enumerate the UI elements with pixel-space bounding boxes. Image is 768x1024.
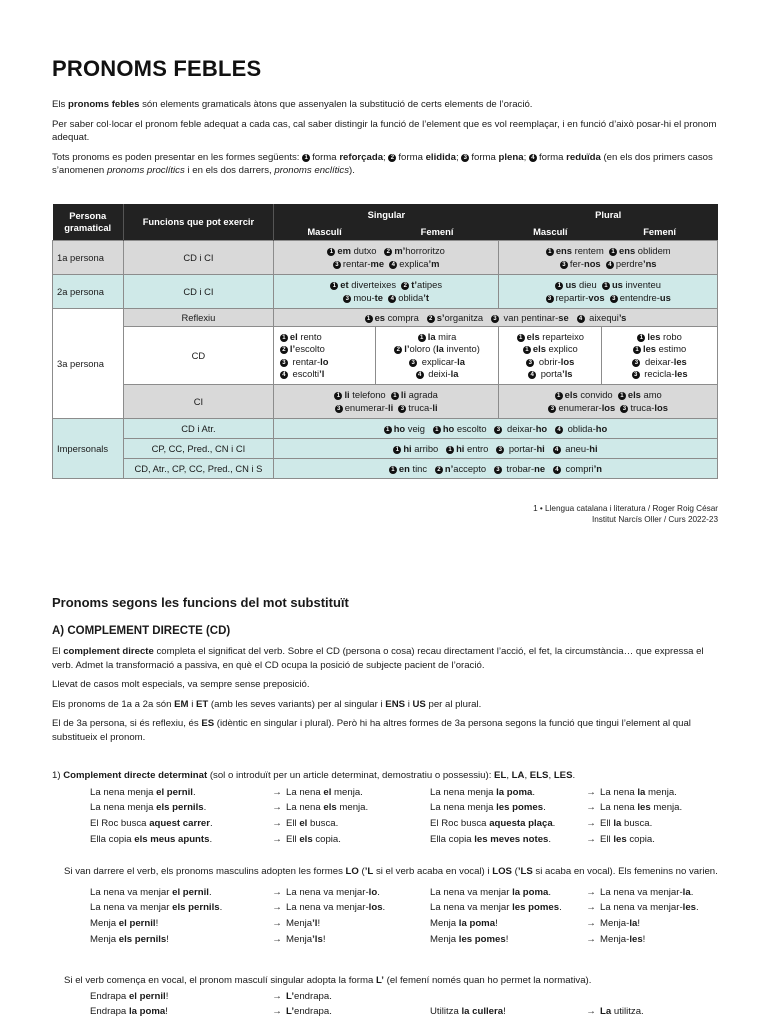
plural-forms: 1 ens rentem 1 ens oblidem 3 fer-nos 4 perdre’ns [499, 241, 718, 275]
singular-forms: 1 em dutxo 2 m’horroritzo 3 rentar-me 4 explica’m [273, 241, 499, 275]
example-sentence: L’endrapa. [286, 1006, 332, 1018]
example-sentence: La nena els menja. [286, 802, 369, 814]
example-sentence: La nena el menja. [286, 786, 363, 798]
example-block-2 [52, 866, 718, 947]
row-label: 2a persona [53, 275, 124, 309]
table-row [53, 327, 718, 385]
header-plural-femeni: Femení [602, 224, 718, 241]
example-sentence: Ella copia els meus apunts. [90, 833, 213, 845]
example-grid-1 [52, 785, 718, 847]
example-sentence: La nena va menjar les pomes. [430, 902, 562, 914]
example-sentence: Endrapa la poma! [90, 1006, 168, 1018]
arrow-icon: → [272, 886, 282, 898]
example-sentence: Menja els pernils! [90, 933, 169, 945]
arrow-icon: → [272, 990, 282, 1002]
example-sentence: Ella copia les meves notes. [430, 833, 552, 845]
table-row [53, 419, 718, 439]
example-sentence: Menja-la! [600, 918, 641, 929]
header-funcions: Funcions que pot exercir [123, 204, 273, 241]
example-sentence: El Roc busca aquest carrer. [90, 818, 213, 829]
singular-forms: 1 et diverteixes 2 t’atipes 3 mou-te 4 oblida’t [273, 275, 499, 309]
example-sentence: La nena va menjar-los. [286, 902, 386, 914]
page-footer-note [533, 503, 718, 525]
row-function: CD i CI [123, 241, 273, 275]
arrow-icon: → [272, 802, 282, 814]
arrow-icon: → [586, 818, 596, 829]
ci-plural-forms: 1 els convido 1 els amo 3 enumerar-los 3 truca-los [499, 385, 718, 419]
page-title: PRONOMS FEBLES [52, 56, 262, 81]
arrow-icon: → [586, 886, 596, 898]
row-function: CP, CC, Pred., CN i CI [123, 439, 273, 459]
example-sentence: La nena menja les pomes. [430, 802, 546, 814]
empty-cell [582, 989, 600, 1005]
row-function: CD i Atr. [123, 419, 273, 439]
example-sentence: Menja-les! [600, 933, 646, 945]
example-sentence: Ell la busca. [600, 818, 653, 829]
subsection-title: A) COMPLEMENT DIRECTE (CD) [52, 625, 231, 637]
plural-forms: 1 us dieu 1 us inventeu 3 repartir-vos 3 entendre-us [499, 275, 718, 309]
cd-paragraph-2: Llevat de casos molt especials, va sempre sense preposició. [52, 679, 310, 691]
section-title: Pronoms segons les funcions del mot substituït [52, 595, 349, 610]
example-sentence: Utilitza la cullera! [430, 1006, 506, 1018]
example-block-1 [52, 770, 718, 847]
example-sentence: La nena va menjar els pernils. [90, 902, 223, 914]
cd-paragraph-1: El complement directe completa el significat del verb. Sobre el CD (persona o cosa) recau directament l’acció, el fet, la circumstància… que expressa el verb. Admet la transformació a passiva, en què el CD ocupa la posició de subjecte pacient de l’oració. [52, 646, 704, 671]
cd-fem-sing: 1 la mira 2 l’oloro (la invento) 3 explicar-la 4 deixi-la [375, 327, 499, 385]
cd-explanation [52, 645, 718, 751]
header-plural-masculi: Masculí [499, 224, 602, 241]
pronouns-table [52, 204, 718, 479]
example-sentence: Endrapa el pernil! [90, 990, 169, 1002]
example-heading-2: Si van darrere el verb, els pronoms masculins adopten les formes LO (’L si el verb acaba en vocal) i LOS (’LS si acaba en vocal). Els femenins no varien. [64, 866, 718, 877]
arrow-icon: → [586, 918, 596, 929]
row-label: 3a persona [53, 309, 124, 419]
ci-singular-forms: 1 li telefono 1 li agrada 3 enumerar-li 3 truca-li [273, 385, 499, 419]
arrow-icon: → [586, 802, 596, 814]
arrow-icon: → [272, 786, 282, 798]
impersonal-forms-2: 1 hi arribo 1 hi entro 3 portar-hi 4 aneu-hi [273, 439, 717, 459]
example-sentence: L’endrapa. [286, 990, 332, 1002]
example-heading-3: Si el verb comença en vocal, el pronom masculí singular adopta la forma L’ (el femení només quan ho permet la normativa). [64, 975, 592, 986]
footer-line-2: Institut Narcís Oller / Curs 2022-23 [591, 515, 718, 525]
example-sentence: Ell el busca. [286, 818, 339, 829]
reflexive-forms: 1 es compra 2 s’organitza 3 van pentinar-se 4 aixequi’s [273, 309, 717, 327]
example-sentence: La nena menja els pernils. [90, 802, 207, 814]
arrow-icon: → [272, 833, 282, 845]
example-heading-1: 1) Complement directe determinat (sol o introduït per un article determinat, demostratiu o possessiu): EL, LA, ELS, LES. [52, 770, 576, 781]
arrow-icon: → [586, 933, 596, 945]
cd-fem-plur: 1 les robo 1 les estimo 3 deixar-les 3 recicla-les [602, 327, 718, 385]
empty-cell [600, 989, 750, 1005]
table-row [53, 439, 718, 459]
cd-masc-sing: 1 el rento 2 l’escolto 3 rentar-lo 4 escolti’l [273, 327, 375, 385]
arrow-icon: → [272, 1006, 282, 1018]
example-sentence: La nena la menja. [600, 786, 677, 798]
arrow-icon: → [586, 1006, 596, 1018]
cd-paragraph-3: Els pronoms de 1a a 2a són EM i ET (amb les seves variants) per al singular i ENS i US per al plural. [52, 698, 482, 710]
arrow-icon: → [272, 933, 282, 945]
arrow-icon: → [272, 818, 282, 829]
example-sentence: La nena va menjar la poma. [430, 886, 552, 898]
table-row [53, 241, 718, 275]
example-sentence: El Roc busca aquesta plaça. [430, 818, 556, 829]
example-grid-3 [52, 989, 718, 1020]
example-sentence: Menja les pomes! [430, 933, 509, 945]
impersonal-forms-3: 1 en tinc 2 n’accepto 3 trobar-ne 4 compri’n [273, 459, 717, 479]
header-singular-femeni: Femení [375, 224, 499, 241]
example-sentence: La nena va menjar-lo. [286, 886, 380, 898]
intro-paragraph-3: Tots pronoms es poden presentar en les formes següents: 1 forma reforçada; 2 forma elidida; 3 forma plena; 4 forma reduïda (en els dos primers casos s’anomenen pronoms proclítics i en els dos darrers, pronoms enclítics). [52, 151, 713, 177]
cd-masc-plur: 1 els reparteixo 1 els explico 3 obrir-los 4 porta’ls [499, 327, 602, 385]
row-function: CD, Atr., CP, CC, Pred., CN i S [123, 459, 273, 479]
table-row [53, 459, 718, 479]
example-sentence: Ell els copia. [286, 833, 341, 845]
example-sentence: La nena va menjar-les. [600, 902, 699, 914]
table-row [53, 385, 718, 419]
example-grid-2 [52, 885, 718, 947]
header-persona: Persona gramatical [53, 204, 124, 241]
intro-paragraph-1: Els pronoms febles són elements gramaticals àtons que assenyalen la substitució de certs elements de l’oració. [52, 99, 533, 110]
row-label: Impersonals [53, 419, 124, 479]
arrow-icon: → [272, 902, 282, 914]
example-sentence: Menja la poma! [430, 918, 498, 929]
row-function: Reflexiu [123, 309, 273, 327]
row-label: 1a persona [53, 241, 124, 275]
example-sentence: La nena menja la poma. [430, 786, 536, 798]
header-singular-masculi: Masculí [273, 224, 375, 241]
example-sentence: Ell les copia. [600, 833, 655, 845]
header-singular: Singular [273, 204, 499, 224]
cd-paragraph-4: El de 3a persona, si és reflexiu, és ES (idèntic en singular i plural). Però hi ha altres formes de 3a persona segons la funció que tingui l’element al qual substitueix el pronom. [52, 718, 691, 744]
impersonal-forms-1: 1 ho veig 1 ho escolto 3 deixar-ho 4 oblida-ho [273, 419, 717, 439]
arrow-icon: → [586, 833, 596, 845]
number-2-icon: 2 [388, 154, 396, 162]
intro-paragraph-2: Per saber col·locar el pronom feble adequat a cada cas, cal saber distingir la funció de l’element que es vol reemplaçar, i en funció d’això posar-hi el pronom adequat. [52, 118, 717, 144]
example-sentence: La nena les menja. [600, 802, 683, 814]
arrow-icon: → [272, 918, 282, 929]
footer-line-1: 1 • Llengua catalana i literatura / Roger Roig César [533, 504, 718, 513]
table-row [53, 275, 718, 309]
example-block-3 [52, 975, 718, 1020]
empty-cell [430, 989, 582, 1005]
number-1-icon: 1 [302, 154, 310, 162]
example-sentence: Menja el pernil! [90, 918, 159, 929]
example-sentence: Menja’ls! [286, 933, 326, 945]
header-plural: Plural [499, 204, 718, 224]
number-4-icon: 4 [529, 154, 537, 162]
example-sentence: La utilitza. [600, 1006, 644, 1018]
row-function: CD [123, 327, 273, 385]
example-sentence: La nena menja el pernil. [90, 786, 196, 798]
example-sentence: La nena va menjar-la. [600, 886, 694, 898]
row-function: CI [123, 385, 273, 419]
number-3-icon: 3 [461, 154, 469, 162]
table-row [53, 309, 718, 327]
row-function: CD i CI [123, 275, 273, 309]
arrow-icon: → [586, 786, 596, 798]
example-sentence: La nena va menjar el pernil. [90, 886, 212, 898]
example-sentence: Menja’l! [286, 918, 321, 929]
intro-section [52, 98, 718, 184]
arrow-icon: → [586, 902, 596, 914]
